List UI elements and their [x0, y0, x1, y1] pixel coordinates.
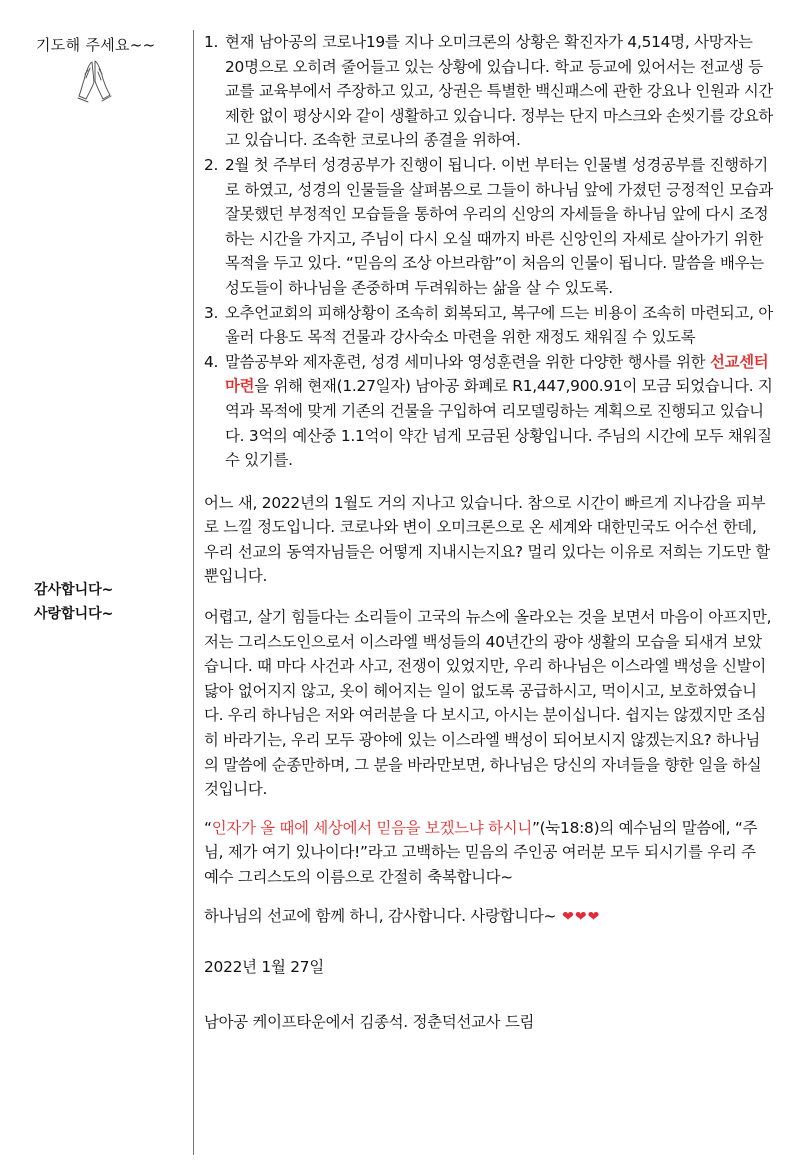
scripture-rest: ”(눅18:8)의 예수님의 말씀에, “주님, 제가 여기 있나이다!”라고 고백하는 믿음의 주인공 여러분 모두 되시기를 우리 주 예수 그리스도의 이름으로 간절히 축복합니다~	[204, 818, 758, 886]
letter-paragraph: 어렵고, 살기 힘들다는 소리들이 고국의 뉴스에 올라오는 것을 보면서 마음이 아프지만, 저는 그리스도인으로서 이스라엘 백성들의 40년간의 광야 생활의 모습을 되새겨 보았습니다. 때 마다 사건과 사고, 전쟁이 있었지만, 우리 하나님은 이스라엘 백성을 신발이 닳아 없어지지 않고, 옷이 헤어지는 일이 없도록 공급하시고, 먹이시고, 보호하였습니다. 우리 하나님은 저와 여러분을 다 보시고, 아시는 분이십니다. 쉽지는 않겠지만 조심히 바라기는, 우리 모두 광야에 있는 이스라엘 백성이 되어보시지 않겠는지요? 하나님의 말씀에 순종만하며, 그 분을 바라만보면, 하나님은 당신의 자녀들을 향한 일을 하실 것입니다.	[204, 608, 772, 799]
pray-heading: 기도해 주세요~~	[36, 36, 156, 54]
item-number: 1.	[204, 33, 219, 51]
item-text: 현재 남아공의 코로나19를 지나 오미크론의 상황은 확진자가 4,514명, 사망자는 20명으로 오히려 줄어들고 있는 상황에 있습니다. 학교 등교에 있어서는 전교생 등교를 교육부에서 주장하고 있고, 상권은 특별한 백신패스에 관한 강요나 인원과 시간제한 없이 평상시와 같이 생활하고 있습니다. 정부는 단지 마스크와 손씻기를 강요하고 있습니다. 조속한 코로나의 종결을 위하여.	[225, 33, 774, 150]
letter-body	[204, 30, 774, 1034]
open-quote: “	[204, 818, 212, 837]
item-text: 2월 첫 주부터 성경공부가 진행이 됩니다. 이번 부터는 인물별 성경공부를 진행하기로 하였고, 성경의 인물들을 살펴봄으로 그들이 하나님 앞에 가졌던 긍정적인 모습과 잘못했던 부정적인 모습들을 통하여 우리의 신앙의 자세들을 하나님 앞에 다시 조정하는 시간을 가지고, 주님이 다시 오실 때까지 바른 신앙인의 자세로 살아가기 위한 목적을 두고 있다. “믿음의 조상 아브라함”이 처음의 인물이 됩니다. 말씀을 배우는 성도들이 하나님을 존중하며 두려워하는 삶을 살 수 있도록.	[225, 155, 774, 297]
thanks-line: 감사합니다~	[34, 582, 114, 598]
scripture-paragraph	[204, 816, 774, 890]
item-number: 2.	[204, 155, 219, 174]
item-text-post: 을 위해 현재(1.27일자) 남아공 화폐로 R1,447,900.91이 모금 되었습니다. 지역과 목적에 맞게 기존의 건물을 구입하여 리모델링하는 계획으로 진행되고 있습니다. 3억의 예산중 1.1억이 약간 넘게 모금된 상황입니다. 주님의 시간에 모두 채워질 수 있기를.	[225, 377, 773, 470]
mission-center-highlight: 선교센터 마련	[225, 352, 769, 396]
praying-hands-icon	[72, 58, 118, 104]
hearts-icon: ❤❤❤	[562, 908, 601, 925]
letter-paragraph: 어느 새, 2022년의 1월도 거의 지나고 있습니다. 참으로 시간이 빠르게 지나감을 피부로 느낄 정도입니다. 코로나와 변이 오미크론으로 온 세계와 대한민국도 어수선 한데, 우리 선교의 동역자님들은 어떻게 지내시는지요? 멀리 있다는 이유로 저희는 기도만 할 뿐입니다.	[204, 493, 770, 586]
prayer-item	[204, 30, 774, 153]
item-number: 4.	[204, 352, 219, 371]
item-text: 오추언교회의 피해상황이 조속히 회복되고, 복구에 드는 비용이 조속히 마련되고, 아울러 다용도 목적 건물과 강사숙소 마련을 위한 재정도 채워질 수 있도록	[225, 303, 774, 347]
scripture-quote: 인자가 올 때에 세상에서 믿음을 보겠느냐 하시니	[211, 818, 532, 837]
letter-date: 2022년 1월 27일	[204, 958, 324, 977]
prayer-item	[204, 301, 774, 350]
left-margin-column	[0, 0, 190, 1163]
item-text-pre: 말씀공부와 제자훈련, 성경 세미나와 영성훈련을 위한 다양한 행사를 위한	[225, 352, 710, 371]
thanks-note	[34, 578, 113, 626]
prayer-item	[204, 350, 774, 473]
item-number: 3.	[204, 303, 219, 322]
prayer-item	[204, 153, 774, 301]
prayer-list	[204, 30, 774, 473]
closing-line	[204, 904, 774, 930]
closing-text: 하나님의 선교에 함께 하니, 감사합니다. 사랑합니다~	[204, 906, 557, 925]
love-line: 사랑합니다~	[34, 606, 114, 622]
letter-signature: 남아공 케이프타운에서 김종석. 정춘덕선교사 드림	[204, 1012, 535, 1031]
column-divider	[193, 30, 194, 1155]
